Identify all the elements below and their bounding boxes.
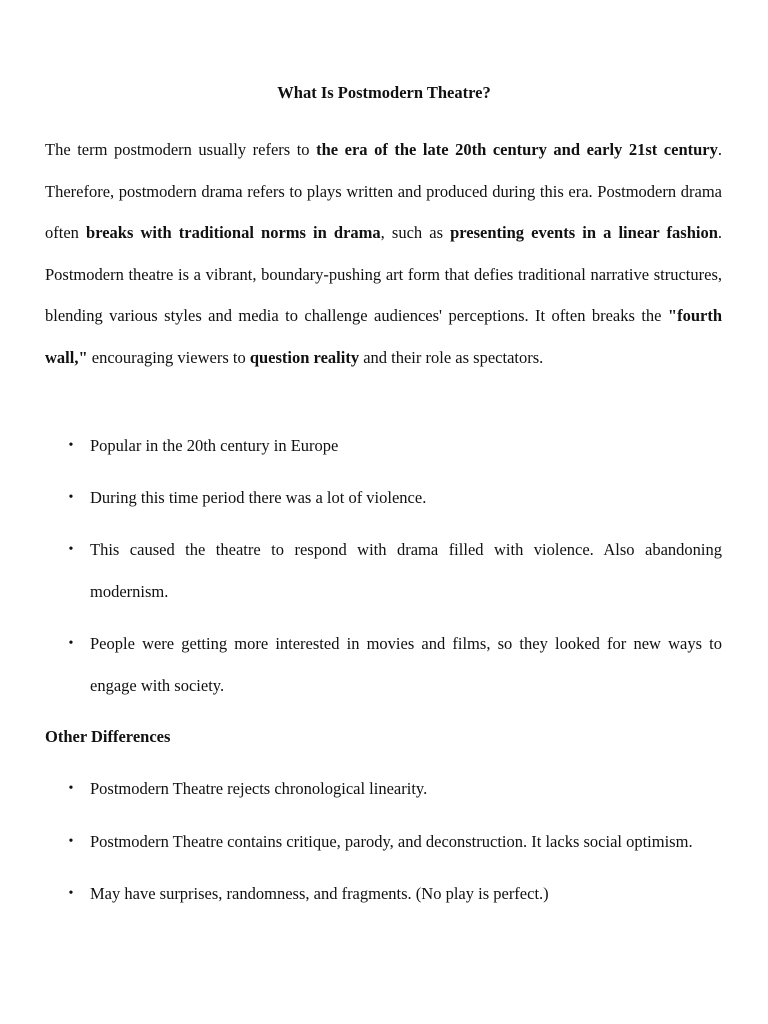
list-item bbox=[45, 873, 722, 915]
bullet-icon: • bbox=[68, 833, 74, 849]
bullet-icon: • bbox=[68, 886, 74, 901]
bullet-icon: • bbox=[68, 438, 74, 453]
document-title: What Is Postmodern Theatre? bbox=[277, 83, 491, 102]
intro-text: . Postmodern theatre is a vibrant, boundary-pushing art form that defies traditional narrative structures, blending various styles and media to challenge audiences' perceptions. It often breaks the bbox=[45, 223, 723, 325]
list-item-text: This caused the theatre to respond with drama filled with violence. Also abandoning modernism. bbox=[90, 540, 722, 601]
bullet-icon: • bbox=[68, 781, 74, 796]
intro-bold-text: question reality bbox=[249, 347, 360, 367]
list-item-text: Postmodern Theatre rejects chronological linearity. bbox=[90, 779, 428, 798]
list-item-text: Postmodern Theatre contains critique, parody, and deconstruction. It lacks social optimism. bbox=[90, 831, 693, 851]
list-item-text: People were getting more interested in movies and films, so they looked for new ways to engage with society. bbox=[90, 634, 722, 695]
list-item-text: During this time period there was a lot of violence. bbox=[90, 487, 427, 507]
list-item bbox=[45, 821, 722, 863]
bullet-list-differences bbox=[45, 768, 722, 915]
bullet-icon: • bbox=[68, 542, 74, 557]
intro-paragraph bbox=[45, 129, 722, 378]
list-item bbox=[45, 477, 722, 519]
intro-text: . Therefore, postmodern drama refers to plays written and produced during this era. Postmodern drama often bbox=[45, 140, 722, 242]
list-item-text: Popular in the 20th century in Europe bbox=[90, 436, 339, 455]
bullet-icon: • bbox=[68, 489, 74, 505]
intro-bold-text: "fourth wall," bbox=[45, 306, 722, 367]
intro-bold-text: breaks with traditional norms in drama bbox=[86, 223, 381, 242]
bullet-icon: • bbox=[68, 636, 74, 651]
list-item bbox=[45, 529, 722, 612]
intro-text: and their role as spectators. bbox=[359, 347, 544, 367]
list-item-text: May have surprises, randomness, and fragments. (No play is perfect.) bbox=[90, 884, 549, 903]
intro-bold-text: presenting events in a linear fashion bbox=[450, 223, 718, 242]
intro-text: encouraging viewers to bbox=[87, 347, 250, 367]
list-item bbox=[45, 425, 722, 467]
intro-text: , such as bbox=[380, 223, 451, 242]
list-item bbox=[45, 768, 722, 810]
intro-bold-text: the era of the late 20th century and early 21st century bbox=[316, 140, 718, 159]
section-heading: Other Differences bbox=[45, 727, 171, 746]
bullet-list-overview bbox=[45, 425, 722, 706]
list-item bbox=[45, 623, 722, 706]
intro-text: The term postmodern usually refers to bbox=[45, 140, 317, 159]
